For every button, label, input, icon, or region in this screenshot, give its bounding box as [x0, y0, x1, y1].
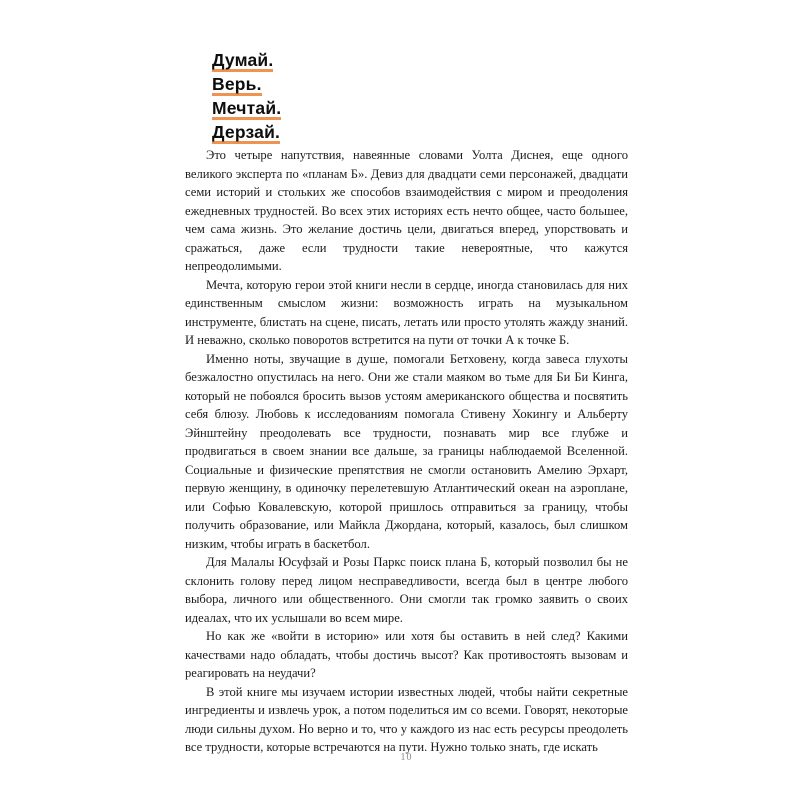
paragraph-6: В этой книге мы изучаем истории известных людей, чтобы найти секретные ингредиенты и извлечь урок, а потом поделиться им со всеми. Говорят, некоторые люди сильны духом. Но верно и то, что у каждого из нас есть ресурсы преодолеть все трудности, которые встречаются на пути. Нужно только знать, где искать [185, 684, 628, 754]
paragraph-5: Но как же «войти в историю» или хотя бы оставить в ней след? Какими качествами надо обладать, чтобы достичь высот? Как противостоять вызовам и реагировать на неудачи? [185, 629, 628, 680]
heading-line-1: Думай. [212, 50, 274, 70]
paragraph-1: Это четыре напутствия, навеянные словами Уолта Диснея, еще одного великого эксперта по «планам Б». Девиз для двадцати семи персонажей, двадцати семи историй и стольких же способов взаимодействия с миром и преодоления ежедневных трудностей. Во всех этих историях есть нечто общее, часто большее, чем сама жизнь. Это желание достичь цели, двигаться вперед, упорствовать и сражаться, даже если трудности такие невероятные, что кажутся непреодолимыми. [185, 148, 628, 273]
paragraph-3: Именно ноты, звучащие в душе, помогали Бетховену, когда завеса глухоты безжалостно опустилась на него. Они же стали маяком во тьме для Би Би Кинга, который не побоялся бросить вызов устоям американского общества и посвятить себя блюзу. Любовь к исследованиям помогала Стивену Хокингу и Альберту Эйнштейну преодолевать все трудности, познавать мир все глубже и продвигаться в своем знании все дальше, за границы наблюдаемой Вселенной. Социальные и физические препятствия не смогли остановить Амелию Эрхарт, первую женщину, в одиночку перелетевшую Атлантический океан на аэроплане, или Софью Ковалевскую, которой пришлось отправиться за границу, чтобы получить образование, или Майкла Джордана, который, казалось, был слишком низким, чтобы играть в баскетбол. [185, 351, 628, 551]
page-number: 10 [400, 752, 413, 763]
heading-line-4: Дерзай. [212, 122, 281, 142]
paragraph-4: Для Малалы Юсуфзай и Розы Паркс поиск плана Б, который позволил бы не склонить голову перед лицом несправедливости, всегда был в центре любого выбора, личного или общественного. Они смогли так громко заявить о своих идеалах, что их услышали во всем мире. [185, 555, 628, 625]
paragraph-2: Мечта, которую герои этой книги несли в сердце, иногда становилась для них единственным смыслом жизни: возможность играть на музыкальном инструменте, блистать на сцене, писать, летать или просто утолять жажду знаний. И неважно, сколько поворотов встретится на пути от точки А к точке Б. [185, 277, 628, 347]
heading-line-2: Верь. [212, 74, 262, 94]
heading-line-3: Мечтай. [212, 98, 282, 118]
page-heading [212, 51, 281, 147]
body-text [185, 146, 628, 757]
